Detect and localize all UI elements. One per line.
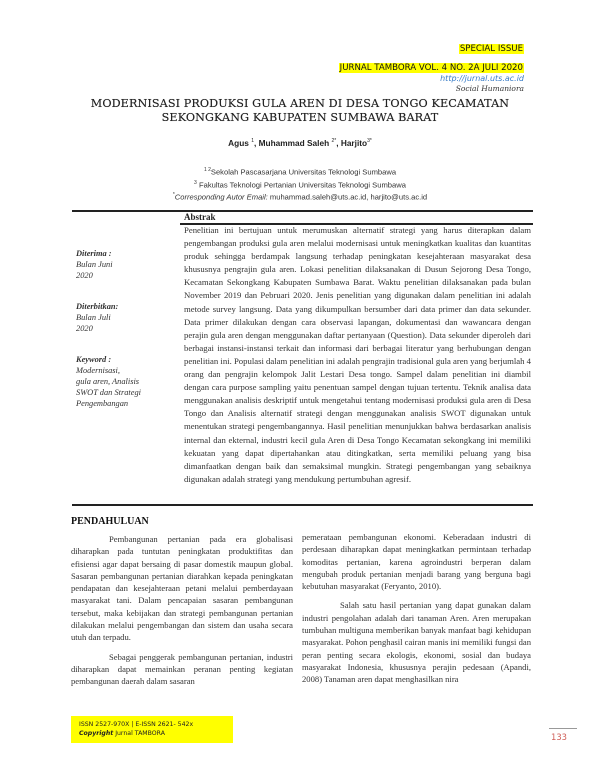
affiliation-text: Sekolah Pascasarjana Universitas Teknologi Sumbawa <box>210 167 397 177</box>
special-issue-label: SPECIAL ISSUE <box>459 44 523 54</box>
affiliation-line <box>60 165 540 178</box>
author-affiliation-mark: 2* <box>331 138 337 145</box>
published-info <box>76 301 118 334</box>
author-affiliation-mark: 1 <box>251 138 254 145</box>
author-list: Agus $^1$, Muhammad Saleh $^{2*}$, Harjito$^{3*}$ <box>228 138 372 148</box>
keyword-line: Pengembangan <box>76 399 129 408</box>
body-paragraph: Salah satu hasil pertanian yang dapat gunakan dalam industri pengolahan adalah dari tanaman Aren. Aren merupakan tumbuhan multiguna memberikan banyak manfaat bagi kehidupan masyarakat. Pohon penghasil cairan manis ini memiliki fungsi dan peran penting secara ekologis, ekonomi, sosial dan budaya masyarakat Indonesia, khususnya perajin pedesaan (Apandi, 2008) Tanaman aren dapat menghasilkan nira <box>302 600 531 685</box>
published-year: 2020 <box>76 324 93 333</box>
affiliation-text: Fakultas Teknologi Pertanian Universitas Teknologi Sumbawa <box>198 180 406 190</box>
journal-masthead <box>339 36 524 94</box>
abstract-top-rule <box>72 210 533 212</box>
affiliation-mark: 1 2 <box>203 167 211 173</box>
author-name: Harjito <box>340 138 368 148</box>
affiliation-line <box>60 178 540 191</box>
received-info <box>76 248 113 281</box>
affiliation-mark: 3 <box>194 179 197 186</box>
article-title-line-1: MODERNISASI PRODUKSI GULA AREN DI DESA TONGO KECAMATAN <box>90 97 510 110</box>
body-column-left <box>71 533 293 695</box>
copyright-line <box>79 730 233 739</box>
body-paragraph: pemerataan pembangunan ekonomi. Keberadaan industri di perdesaan diharapkan dapat meningkatkan permintaan terhadap komoditas pertanian, karena agroindustri berperan dalam mengubah produk pertanian menjadi barang yang berguna bagi kebutuhan masyarakat (Feryanto, 2010). <box>302 532 531 592</box>
received-month: Bulan Juni <box>76 260 113 269</box>
page-number-rule <box>549 728 577 729</box>
corresponding-author-label: Corresponding Autor Email: <box>174 192 268 202</box>
keyword-label: Keyword : <box>76 355 112 364</box>
journal-section-label: Social Humaniora <box>455 84 524 93</box>
received-year: 2020 <box>76 271 93 280</box>
page-number: 133 <box>551 732 567 742</box>
author-name: Muhammad Saleh <box>258 138 330 148</box>
journal-url-link[interactable]: http://jurnal.uts.ac.id <box>440 74 524 83</box>
corresponding-emails: muhammad.saleh@uts.ac.id, harjito@uts.ac.id <box>269 192 428 202</box>
copyright-value: Jurnal TAMBORA <box>115 729 165 737</box>
affiliations <box>60 165 540 203</box>
article-title-line-2: SEKONGKANG KABUPATEN SUMBAWA BARAT <box>161 111 439 124</box>
section-heading-pendahuluan: PENDAHULUAN <box>71 516 149 527</box>
keyword-line: SWOT dan Strategi <box>76 388 141 397</box>
keywords-info <box>76 354 141 409</box>
published-month: Bulan Juli <box>76 313 111 322</box>
received-label: Diterima : <box>76 249 112 258</box>
copyright-label: Copyright <box>79 729 114 737</box>
body-column-right <box>302 531 531 693</box>
abstract-bottom-rule <box>72 504 533 506</box>
abstract-text: Penelitian ini bertujuan untuk merumuskan alternatif strategi yang harus diterapkan dalam pengembangan produksi gula aren melalui modernisasi untuk meningkatkan kualitas dan kuantitas produk sehingga berdampak langsung terhadap peningkatan kesejahteraan masyarakat desa khususnya pengrajin gula aren. Lokasi penelitian dilaksanakan di Dusun Sejorong Desa Tongo, Kecamatan Sekongkang Kabupaten Sumbawa Barat. Waktu penelitian dilaksanakan pada bulan November 2019 dan Pebruari 2020. Jenis penelitian yang digunakan dalam penelitian ini adalah metode survey langsung. Data yang dikumpulkan bersumber dari data primer dan data sekunder. Data primer dilakukan dengan cara observasi lapangan, dokumentasi dan wawancara dengan perajin gula aren dengan menggunakan daftar pertanyaan (Question). Data sekunder diperoleh dari berbagai instansi-instansi terkait dan informasi dari berbagai literatur yang berhubungan dengan penelitian ini. Populasi dalam penelitian ini adalah pengrajin tradisional gula aren yang berjumlah 4 orang dan pengrajin kelompok Jalit Lestari Desa tongo. Sampel dalam penelitian ini diambil dengan cara purpose sampling yaitu penentuan sampel dengan tujuan tertentu. Teknik analisa data menggunakan analisis deskriptif untuk mengetahui tentang modernisasi produksi gula aren di Desa Tongo dan Analisis alternatif strategi dengan menggunakan analisis SWOT digunakan untuk menentukan strategi pengembangannya. Hasil penelitian menunjukkan bahwa berdasarkan analisis internal dan ekternal, industri kecil gula Aren di Desa Tongo Kecamatan sekongkang ini memiliki kekuatan yang dapat dipertahankan atau ditingkatkan, serta memiliki peluang yang bisa dimanfaatkan dengan baik dan semaksimal mungkin. Strategi pengembangan yang sebaiknya digunakan adalah strategi yang mendukung pertumbuhan agresif. <box>184 225 531 484</box>
abstract-heading: Abstrak <box>184 212 216 222</box>
issn-text: ISSN 2527-970X | E-ISSN 2621- 542x <box>79 721 194 728</box>
published-label: Diterbitkan: <box>76 302 119 311</box>
author-name: Agus <box>228 138 249 148</box>
corresponding-author-line: *Corresponding Autor Email: muhammad.saleh@uts.ac.id, harjito@uts.ac.id <box>172 192 428 202</box>
journal-volume-label: JURNAL TAMBORA VOL. 4 NO. 2A JULI 2020 <box>339 63 523 73</box>
author-affiliation-mark: 3* <box>367 138 372 145</box>
keyword-line: gula aren, Analisis <box>76 377 140 386</box>
body-paragraph: Pembangunan pertanian pada era globalisasi diharapkan pada tuntutan peningkatan produktifitas dan efisiensi agar dapat bersaing di pasar domestik maupun global. Sasaran pembangunan pertanian diarahkan kepada peningkatan pendapatan dan kesejahteraan petani melalui pemberdayaan masyarakat tani. Dalam pencapaian sasaran pembangunan tersebut, maka kebijakan dan strategi pembangunan pertanian dilakukan melalui pengembangan dan sistem dan usaha secara utuh dan terpadu. <box>71 534 293 643</box>
article-title <box>60 97 540 125</box>
footer-issn-box <box>71 716 233 743</box>
keyword-line: Modernisasi, <box>76 366 120 375</box>
body-paragraph: Sebagai penggerak pembangunan pertanian, industri diharapkan dapat memainkan peranan penting kegiatan pembangunan daerah dalam sasaran <box>71 651 293 687</box>
